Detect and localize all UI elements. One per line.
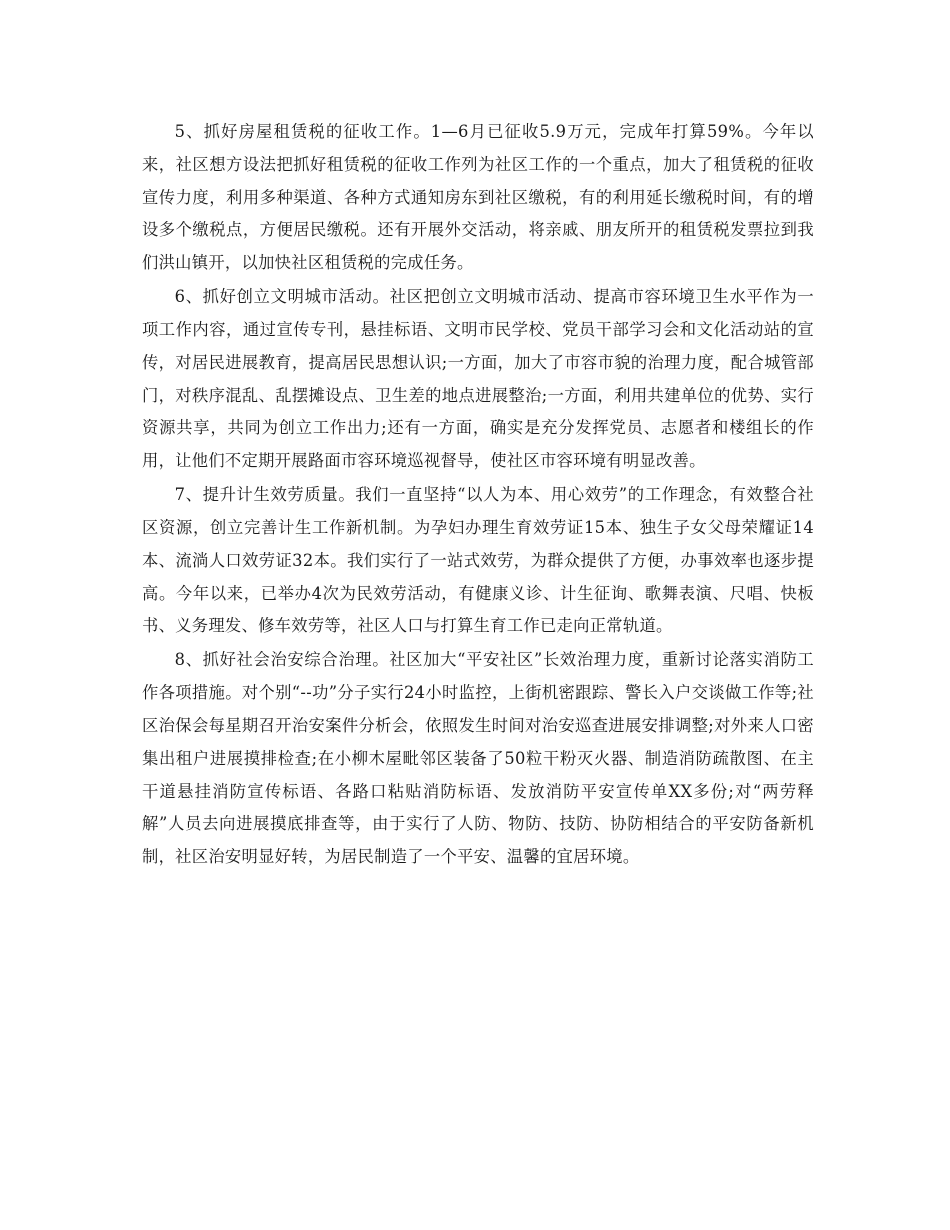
document-body xyxy=(142,116,814,874)
paragraph-rental-tax: 5、抓好房屋租赁税的征收工作。1—6月已征收5.9万元，完成年打算59%。今年以来，社区想方设法把抓好租赁税的征收工作列为社区工作的一个重点，加大了租赁税的征收宣传力度，利用多种渠道、各种方式通知房东到社区缴税，有的利用延长缴税时间，有的增设多个缴税点，方便居民缴税。还有开展外交活动，将亲戚、朋友所开的租赁税发票拉到我们洪山镇开，以加快社区租赁税的完成任务。 xyxy=(142,122,814,273)
paragraph-family-planning: 7、提升计生效劳质量。我们一直坚持“以人为本、用心效劳”的工作理念，有效整合社区资源，创立完善计生工作新机制。为孕妇办理生育效劳证15本、独生子女父母荣耀证14本、流淌人口效劳证32本。我们实行了一站式效劳，为群众提供了方便，办事效率也逐步提高。今年以来，已举办4次为民效劳活动，有健康义诊、计生征询、歌舞表演、尺唱、快板书、义务理发、修车效劳等，社区人口与打算生育工作已走向正常轨道。 xyxy=(142,485,814,636)
paragraph-civilized-city: 6、抓好创立文明城市活动。社区把创立文明城市活动、提高市容环境卫生水平作为一项工作内容，通过宣传专刊，悬挂标语、文明市民学校、党员干部学习会和文化活动站的宣传，对居民进展教育，提高居民思想认识;一方面，加大了市容市貌的治理力度，配合城管部门，对秩序混乱、乱摆摊设点、卫生差的地点进展整治;一方面，利用共建单位的优势、实行资源共享，共同为创立工作出力;还有一方面，确实是充分发挥党员、志愿者和楼组长的作用，让他们不定期开展路面市容环境巡视督导，使社区市容环境有明显改善。 xyxy=(142,287,814,471)
paragraph-public-security: 8、抓好社会治安综合治理。社区加大“平安社区”长效治理力度，重新讨论落实消防工作各项措施。对个别“--功”分子实行24小时监控，上街机密跟踪、警长入户交谈做工作等;社区治保会每星期召开治安案件分析会，依照发生时间对治安巡查进展安排调整;对外来人口密集出租户进展摸排检查;在小柳木屋毗邻区装备了50粒干粉灭火器、制造消防疏散图、在主干道悬挂消防宣传标语、各路口粘贴消防标语、发放消防平安宣传单XX多份;对“两劳释解”人员去向进展摸底排查等，由于实行了人防、物防、技防、协防相结合的平安防备新机制，社区治安明显好转，为居民制造了一个平安、温馨的宜居环境。 xyxy=(142,650,814,867)
